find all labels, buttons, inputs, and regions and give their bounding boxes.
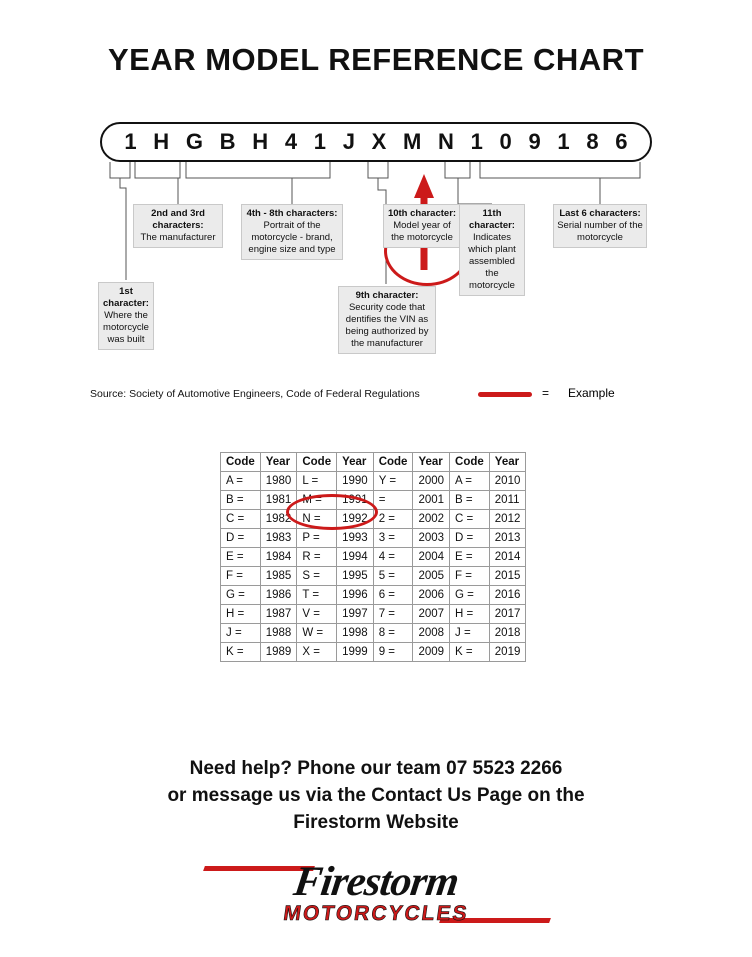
cell-code: J = bbox=[450, 624, 490, 643]
cell-code: P = bbox=[297, 529, 337, 548]
year-code-table bbox=[220, 452, 526, 662]
cell-year: 2010 bbox=[489, 472, 526, 491]
cell-year: 2011 bbox=[489, 491, 526, 510]
cell-year: 2017 bbox=[489, 605, 526, 624]
callout-tenth-character bbox=[383, 204, 461, 248]
cell-year: 2014 bbox=[489, 548, 526, 567]
cell-code: A = bbox=[221, 472, 261, 491]
vin-char-4: B bbox=[219, 129, 236, 154]
help-line-3: Firestorm Website bbox=[293, 812, 459, 833]
cell-code: 2 = bbox=[373, 510, 413, 529]
vin-char-6: 4 bbox=[284, 129, 298, 154]
cell-code: N = bbox=[297, 510, 337, 529]
cell-code: 5 = bbox=[373, 567, 413, 586]
help-text bbox=[0, 755, 752, 836]
cell-code: 6 = bbox=[373, 586, 413, 605]
cell-year: 2019 bbox=[489, 643, 526, 662]
table-row bbox=[221, 491, 526, 510]
cell-year: 2008 bbox=[413, 624, 450, 643]
callout-second-third-characters bbox=[133, 204, 223, 248]
vin-char-16: 8 bbox=[586, 129, 599, 154]
cell-year: 1980 bbox=[260, 472, 297, 491]
callout-eleventh-character bbox=[459, 204, 525, 296]
cell-year: 2012 bbox=[489, 510, 526, 529]
cell-year: 1992 bbox=[337, 510, 374, 529]
logo-wordmark: Firestorm bbox=[290, 859, 462, 905]
cell-code: W = bbox=[297, 624, 337, 643]
cell-code: G = bbox=[450, 586, 490, 605]
callout-heading: 11th character: bbox=[469, 208, 515, 231]
cell-year: 1998 bbox=[337, 624, 374, 643]
cell-code: A = bbox=[450, 472, 490, 491]
cell-code: H = bbox=[450, 605, 490, 624]
cell-year: 1981 bbox=[260, 491, 297, 510]
cell-year: 2006 bbox=[413, 586, 450, 605]
cell-code: E = bbox=[450, 548, 490, 567]
page-title: YEAR MODEL REFERENCE CHART bbox=[107, 42, 645, 77]
cell-code: B = bbox=[221, 491, 261, 510]
vin-char-15: 1 bbox=[557, 129, 570, 154]
vin-char-9: X bbox=[371, 129, 387, 154]
callout-body: Portrait of the motorcycle - brand, engine size and type bbox=[248, 220, 336, 255]
col-header-year-2: Year bbox=[337, 453, 374, 472]
vin-char-3: G bbox=[185, 129, 203, 154]
cell-code: F = bbox=[221, 567, 261, 586]
cell-code: V = bbox=[297, 605, 337, 624]
cell-code: 8 = bbox=[373, 624, 413, 643]
example-legend-swatch bbox=[478, 392, 532, 397]
cell-code: J = bbox=[221, 624, 261, 643]
cell-code: X = bbox=[297, 643, 337, 662]
cell-code: M = bbox=[297, 491, 337, 510]
vin-display bbox=[100, 122, 652, 162]
vin-char-8: J bbox=[342, 129, 355, 154]
cell-code: C = bbox=[450, 510, 490, 529]
table-row bbox=[221, 548, 526, 567]
callout-body: Security code that dentifies the VIN as being authorized by the manufacturer bbox=[345, 302, 429, 349]
cell-year: 1984 bbox=[260, 548, 297, 567]
callout-body: The manufacturer bbox=[140, 232, 216, 243]
callout-heading: 4th - 8th characters: bbox=[246, 208, 338, 219]
cell-year: 2005 bbox=[413, 567, 450, 586]
source-note: Source: Society of Automotive Engineers, Code of Federal Regulations bbox=[90, 388, 420, 400]
cell-year: 1989 bbox=[260, 643, 297, 662]
cell-year: 2000 bbox=[413, 472, 450, 491]
table-row bbox=[221, 472, 526, 491]
cell-code: S = bbox=[297, 567, 337, 586]
cell-year: 2018 bbox=[489, 624, 526, 643]
vin-char-14: 9 bbox=[528, 129, 541, 154]
callout-heading: 2nd and 3rd characters: bbox=[151, 208, 205, 231]
callout-heading: 10th character: bbox=[387, 208, 457, 219]
cell-code: G = bbox=[221, 586, 261, 605]
help-line-1: Need help? Phone our team 07 5523 2266 bbox=[189, 758, 563, 779]
vin-char-11: N bbox=[438, 129, 454, 154]
vin-char-12: 1 bbox=[470, 129, 483, 154]
callout-heading: 9th character: bbox=[355, 290, 419, 301]
vin-char-13: 0 bbox=[499, 129, 512, 154]
cell-year: 2016 bbox=[489, 586, 526, 605]
cell-year: 1995 bbox=[337, 567, 374, 586]
table-row bbox=[221, 510, 526, 529]
firestorm-logo bbox=[196, 858, 556, 930]
callout-fourth-eighth-characters bbox=[241, 204, 343, 260]
cell-year: 2003 bbox=[413, 529, 450, 548]
cell-year: 1996 bbox=[337, 586, 374, 605]
callout-body: Where the motorcycle was built bbox=[103, 310, 149, 345]
cell-year: 1983 bbox=[260, 529, 297, 548]
cell-code: 3 = bbox=[373, 529, 413, 548]
cell-year: 1986 bbox=[260, 586, 297, 605]
cell-year: 2007 bbox=[413, 605, 450, 624]
logo-subtitle: MOTORCYCLES bbox=[281, 902, 471, 925]
table-row bbox=[221, 586, 526, 605]
callout-first-character bbox=[98, 282, 154, 350]
vin-char-5: H bbox=[252, 129, 269, 154]
cell-year: 1985 bbox=[260, 567, 297, 586]
cell-year: 1994 bbox=[337, 548, 374, 567]
cell-code: Y = bbox=[373, 472, 413, 491]
cell-code: K = bbox=[450, 643, 490, 662]
cell-code: C = bbox=[221, 510, 261, 529]
cell-code: L = bbox=[297, 472, 337, 491]
vin-char-1: 1 bbox=[124, 129, 137, 154]
cell-code: H = bbox=[221, 605, 261, 624]
cell-code: 4 = bbox=[373, 548, 413, 567]
cell-year: 1997 bbox=[337, 605, 374, 624]
cell-year: 1993 bbox=[337, 529, 374, 548]
col-header-code-2: Code bbox=[297, 453, 337, 472]
cell-code: E = bbox=[221, 548, 261, 567]
callout-body: Indicates which plant assembled the motorcycle bbox=[468, 232, 516, 291]
cell-year: 2001 bbox=[413, 491, 450, 510]
callout-ninth-character bbox=[338, 286, 436, 354]
col-header-code-4: Code bbox=[450, 453, 490, 472]
col-header-year-3: Year bbox=[413, 453, 450, 472]
cell-year: 2002 bbox=[413, 510, 450, 529]
cell-code: F = bbox=[450, 567, 490, 586]
cell-year: 1988 bbox=[260, 624, 297, 643]
example-legend-equals: = bbox=[542, 386, 550, 400]
cell-code: T = bbox=[297, 586, 337, 605]
callout-heading: Last 6 characters: bbox=[559, 208, 641, 219]
table-row bbox=[221, 567, 526, 586]
cell-year: 1999 bbox=[337, 643, 374, 662]
table-row bbox=[221, 605, 526, 624]
cell-code: D = bbox=[221, 529, 261, 548]
cell-code: 9 = bbox=[373, 643, 413, 662]
cell-year: 1987 bbox=[260, 605, 297, 624]
cell-year: 1990 bbox=[337, 472, 374, 491]
cell-year: 2004 bbox=[413, 548, 450, 567]
vin-char-17: 6 bbox=[615, 129, 628, 154]
cell-year: 2009 bbox=[413, 643, 450, 662]
cell-year: 2015 bbox=[489, 567, 526, 586]
vin-char-10: M bbox=[403, 129, 422, 154]
table-row bbox=[221, 643, 526, 662]
cell-year: 2013 bbox=[489, 529, 526, 548]
table-row bbox=[221, 624, 526, 643]
cell-code: R = bbox=[297, 548, 337, 567]
callout-body: Model year of the motorcycle bbox=[391, 220, 453, 243]
cell-code: B = bbox=[450, 491, 490, 510]
vin-char-2: H bbox=[153, 129, 170, 154]
table-header-row bbox=[221, 453, 526, 472]
cell-year: 1982 bbox=[260, 510, 297, 529]
cell-year: 1991 bbox=[337, 491, 374, 510]
callout-body: Serial number of the motorcycle bbox=[557, 220, 643, 243]
vin-char-7: 1 bbox=[313, 129, 327, 154]
cell-code: D = bbox=[450, 529, 490, 548]
example-legend-label: Example bbox=[568, 386, 615, 400]
cell-code: 7 = bbox=[373, 605, 413, 624]
col-header-code-1: Code bbox=[221, 453, 261, 472]
col-header-year-1: Year bbox=[260, 453, 297, 472]
table-row bbox=[221, 529, 526, 548]
col-header-code-3: Code bbox=[373, 453, 413, 472]
help-line-2: or message us via the Contact Us Page on the bbox=[167, 785, 585, 806]
cell-code: K = bbox=[221, 643, 261, 662]
callout-heading: 1st character: bbox=[103, 286, 149, 309]
col-header-year-4: Year bbox=[489, 453, 526, 472]
cell-code: = bbox=[373, 491, 413, 510]
callout-last-six-characters bbox=[553, 204, 647, 248]
